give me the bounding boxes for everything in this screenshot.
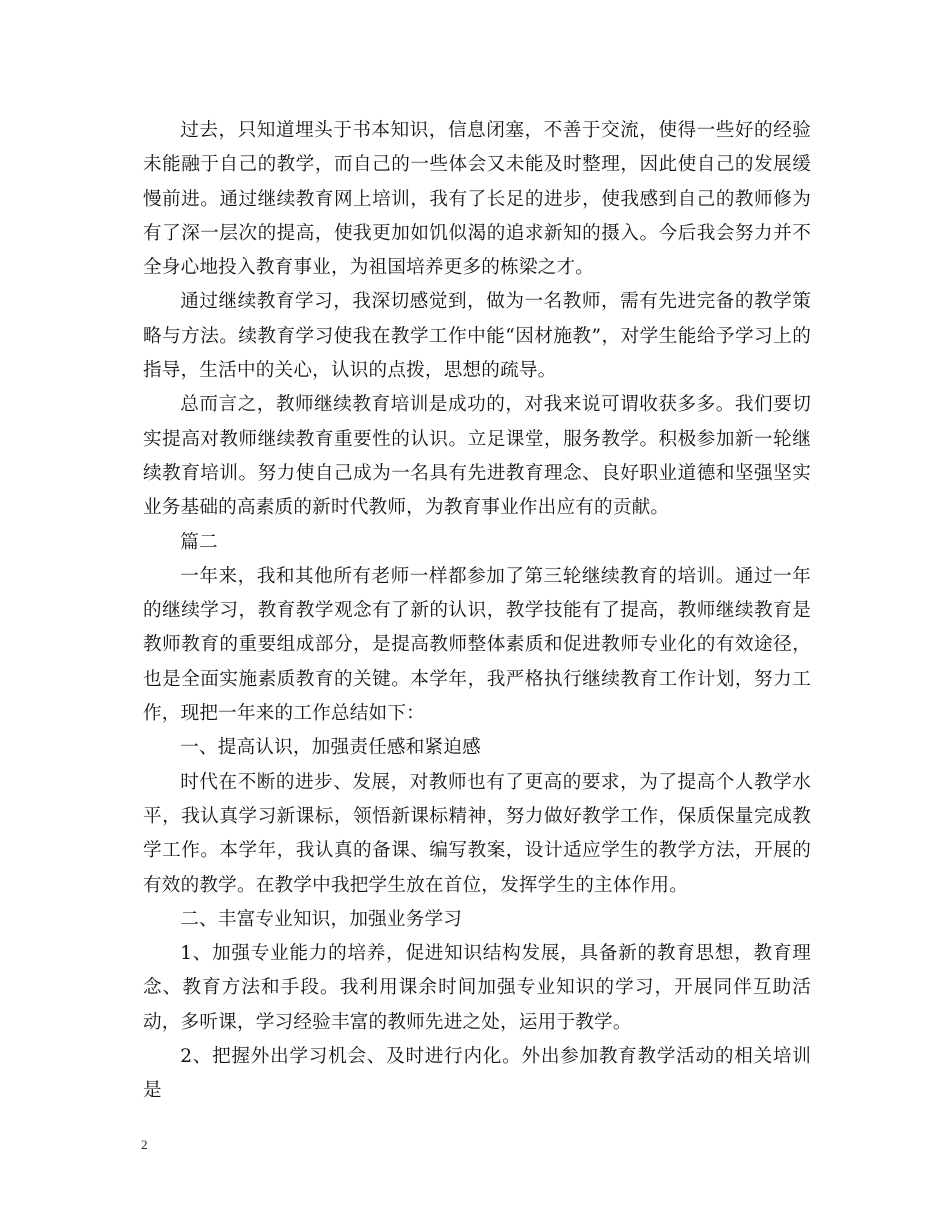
document-body [143, 114, 811, 1109]
paragraph: 时代在不断的进步、发展，对教师也有了更高的要求，为了提高个人教学水平，我认真学习新课标，领悟新课标精神，努力做好教学工作，保质保量完成教学工作。本学年，我认真的备课、编写教案，设计适应学生的教学方法，开展的有效的教学。在教学中我把学生放在首位，发挥学生的主体作用。 [143, 771, 811, 896]
page-number: 2 [141, 1137, 148, 1152]
paragraph: 1、加强专业能力的培养，促进知识结构发展，具备新的教育思想，教育理念、教育方法和手段。我利用课余时间加强专业知识的学习，开展同伴互助活动，多听课，学习经验丰富的教师先进之处，运用于教学。 [143, 943, 811, 1033]
paragraph: 一年来，我和其他所有老师一样都参加了第三轮继续教育的培训。通过一年的继续学习，教育教学观念有了新的认识，教学技能有了提高，教师继续教育是教师教育的重要组成部分，是提高教师整体素质和促进教师专业化的有效途径，也是全面实施素质教育的关键。本学年，我严格执行继续教育工作计划，努力工作，现把一年来的工作总结如下： [143, 565, 811, 725]
subsection-heading: 一、提高认识，加强责任感和紧迫感 [180, 737, 481, 759]
subsection-heading: 二、丰富专业知识，加强业务学习 [180, 908, 463, 930]
section-heading: 篇二 [180, 531, 218, 553]
paragraph: 总而言之，教师继续教育培训是成功的，对我来说可谓收获多多。我们要切实提高对教师继续教育重要性的认识。立足课堂，服务教学。积极参加新一轮继续教育培训。努力使自己成为一名具有先进教育理念、良好职业道德和坚强坚实业务基础的高素质的新时代教师，为教育事业作出应有的贡献。 [143, 394, 811, 519]
paragraph: 通过继续教育学习，我深切感觉到，做为一名教师，需有先进完备的教学策略与方法。续教育学习使我在教学工作中能“因材施教”，对学生能给予学习上的指导，生活中的关心，认识的点拨，思想的疏导。 [143, 291, 811, 382]
paragraph: 2、把握外出学习机会、及时进行内化。外出参加教育教学活动的相关培训是 [143, 1046, 811, 1102]
paragraph: 过去，只知道埋头于书本知识，信息闭塞，不善于交流，使得一些好的经验未能融于自己的教学，而自己的一些体会又未能及时整理，因此使自己的发展缓慢前进。通过继续教育网上培训，我有了长足的进步，使我感到自己的教师修为有了深一层次的提高，使我更加如饥似渴的追求新知的摄入。今后我会努力并不全身心地投入教育事业，为祖国培养更多的栋梁之才。 [143, 120, 811, 279]
